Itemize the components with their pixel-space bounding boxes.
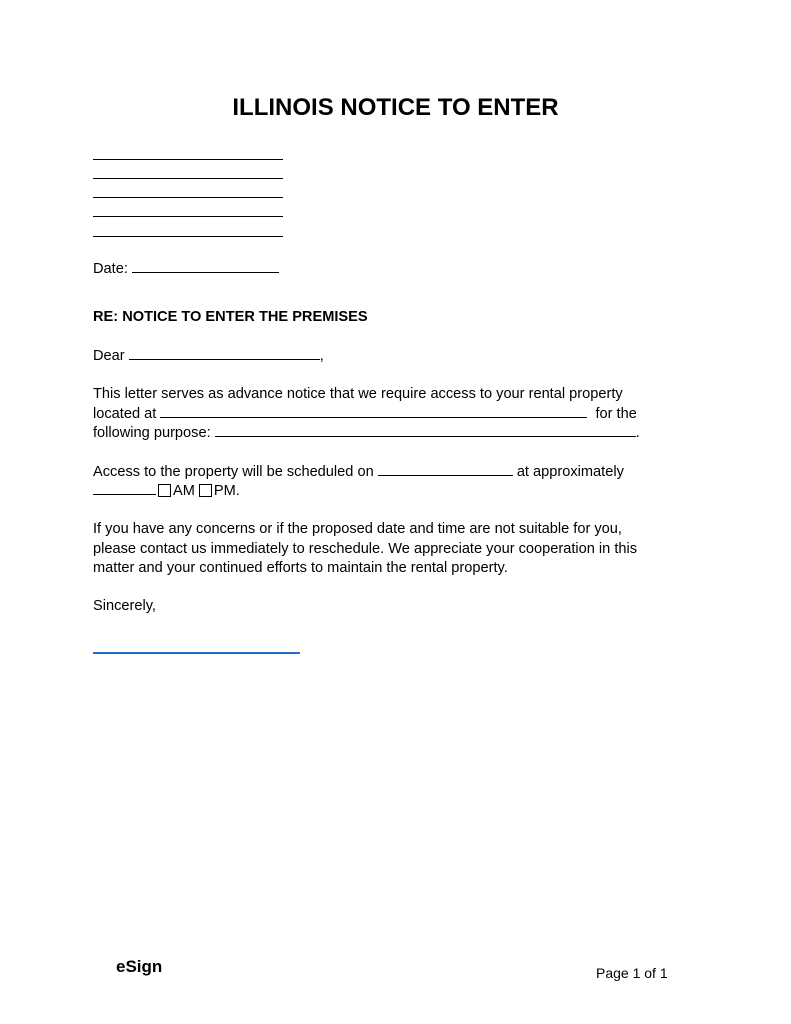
para3-line2: please contact us immediately to reschedule. We appreciate your cooperation in this [93, 541, 638, 557]
address-line-5 [93, 236, 283, 237]
recipient-blank [129, 346, 320, 360]
purpose-period: . [635, 425, 640, 441]
scheduled-date-blank [378, 462, 513, 476]
page-number: Page 1 of 1 [596, 965, 668, 981]
esign-logo: eSign [116, 957, 163, 976]
address-line-4 [93, 216, 283, 217]
signature-line [93, 652, 300, 654]
para3-line1: If you have any concerns or if the proposed date and time are not suitable for you, [93, 521, 622, 537]
approx-label: at approximately [516, 464, 624, 480]
date-row [93, 259, 279, 279]
address-line-2 [93, 178, 283, 179]
para1-line3 [93, 423, 640, 443]
address-line-1 [93, 159, 283, 160]
am-label: AM [173, 483, 195, 499]
salutation-row [93, 346, 324, 366]
date-blank [132, 259, 279, 273]
document-title: ILLINOIS NOTICE TO ENTER [232, 94, 559, 121]
purpose-label: following purpose: [93, 425, 211, 441]
property-address-blank [160, 404, 587, 418]
para1-line1: This letter serves as advance notice that we require access to your rental property [93, 386, 623, 402]
para3-line3: matter and your continued efforts to maintain the rental property. [93, 560, 508, 576]
located-at-label: located at [93, 406, 157, 422]
pm-label: PM. [213, 483, 240, 499]
am-checkbox [158, 484, 171, 497]
for-the-label: for the [595, 406, 637, 422]
scheduled-label: Access to the property will be scheduled on [93, 464, 374, 480]
para1-line2 [93, 404, 637, 424]
pm-checkbox [199, 484, 212, 497]
address-line-3 [93, 197, 283, 198]
para2-line2 [93, 481, 240, 501]
purpose-blank [215, 423, 636, 437]
closing: Sincerely, [93, 598, 156, 614]
date-label: Date: [93, 261, 128, 277]
para2-line1 [93, 462, 624, 482]
re-line: RE: NOTICE TO ENTER THE PREMISES [93, 309, 368, 325]
salutation-comma: , [319, 348, 324, 364]
time-blank [93, 481, 156, 495]
salutation: Dear [93, 348, 125, 364]
